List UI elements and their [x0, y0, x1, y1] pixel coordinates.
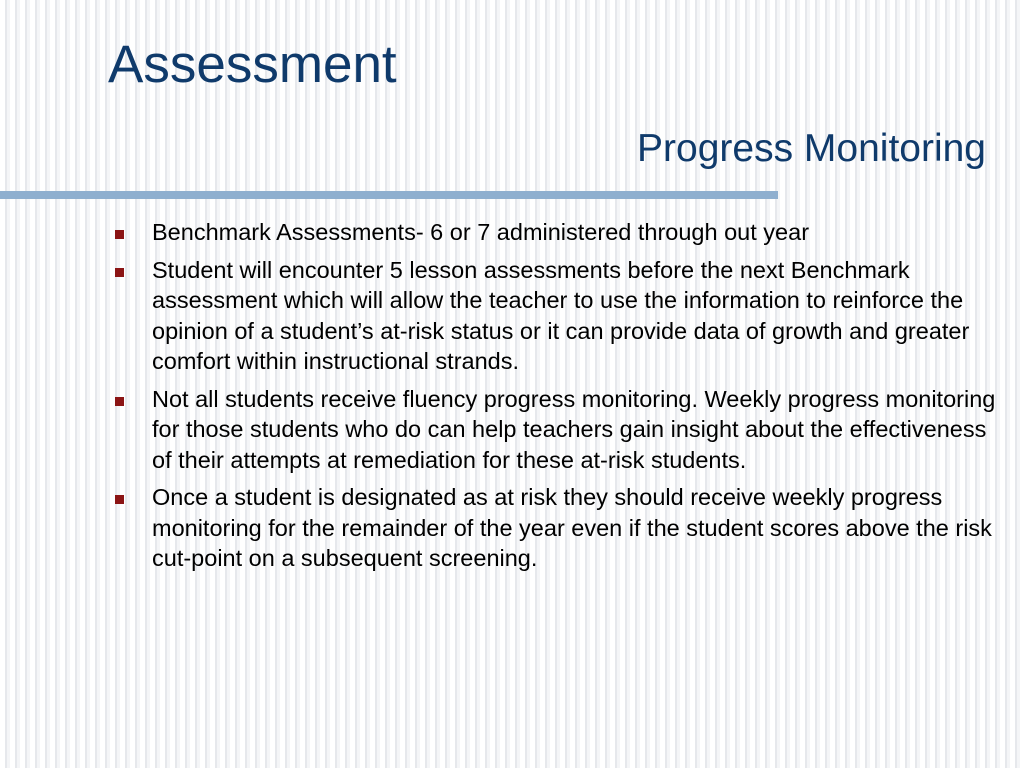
bullet-text: Benchmark Assessments- 6 or 7 administered through out year [152, 219, 810, 245]
bullet-text: Once a student is designated as at risk they should receive weekly progress monitoring for the remainder of the year even if the student scores above the risk cut-point on a subsequent screening. [152, 484, 992, 571]
square-bullet-icon [115, 397, 124, 406]
bullet-list [112, 217, 1012, 581]
slide-subtitle: Progress Monitoring [637, 127, 986, 170]
slide-title: Assessment [108, 35, 397, 94]
bullet-text: Not all students receive fluency progress monitoring. Weekly progress monitoring for those students who do can help teachers gain insight about the effectiveness of their attempts at remediation for these at-risk students. [152, 385, 996, 473]
bullet-item [112, 217, 1012, 248]
bullet-item [112, 384, 1012, 476]
square-bullet-icon [115, 268, 124, 277]
bullet-item [112, 482, 1012, 574]
bullet-text: Student will encounter 5 lesson assessments before the next Benchmark assessment which will allow the teacher to use the information to reinforce the opinion of a student’s at-risk status or it can provide data of growth and greater comfort within instructional strands. [152, 256, 970, 374]
title-divider [0, 191, 778, 199]
bullet-item [112, 255, 1012, 377]
square-bullet-icon [115, 495, 124, 504]
square-bullet-icon [115, 230, 124, 239]
